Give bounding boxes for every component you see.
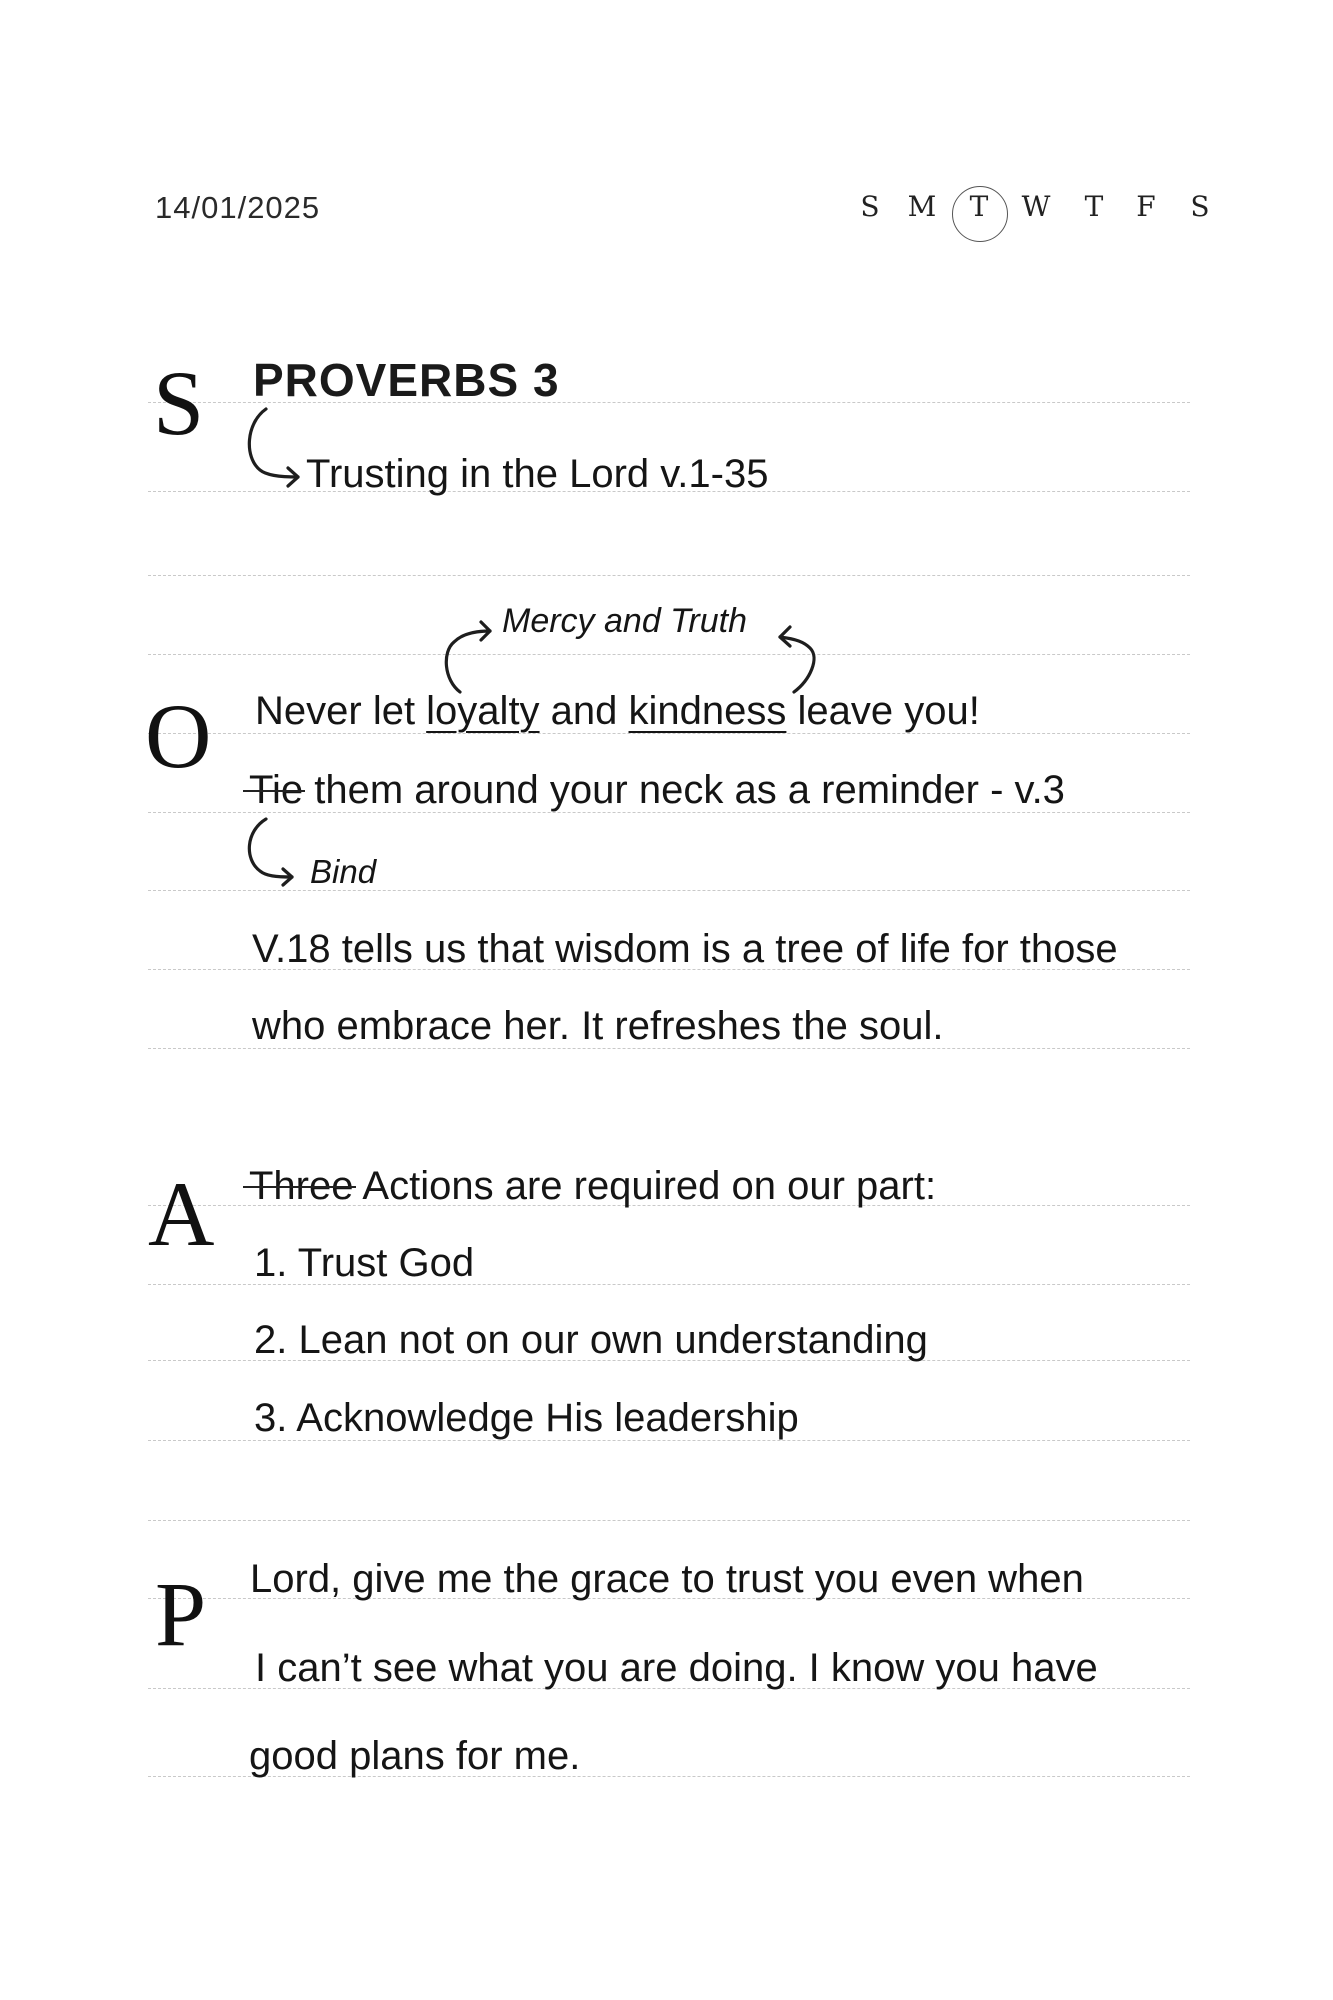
curved-arrow-icon (776, 612, 836, 697)
prayer-line-1: Lord, give me the grace to trust you even when (250, 1557, 1084, 1601)
scripture-title: PROVERBS 3 (253, 354, 560, 406)
application-item-3: 3. Acknowledge His leadership (254, 1396, 799, 1440)
observation-text: Never let (255, 689, 427, 733)
application-item-1: 1. Trust God (254, 1241, 475, 1285)
ruled-line (148, 1520, 1190, 1521)
section-letter-application: A (148, 1163, 215, 1265)
curved-arrow-icon (244, 405, 304, 495)
observation-line-3: V.18 tells us that wisdom is a tree of life for those (252, 927, 1118, 971)
observation-line-4: who embrace her. It refreshes the soul. (252, 1004, 944, 1048)
annotation-bind: Bind (310, 853, 377, 890)
observation-text: leave you! (786, 689, 980, 733)
weekday-tuesday[interactable]: T (969, 190, 989, 223)
curved-arrow-icon (244, 815, 300, 890)
ruled-line (148, 575, 1190, 576)
section-letter-scripture: S (153, 352, 205, 454)
underlined-word-loyalty: loyalty (426, 689, 540, 733)
entry-date: 14/01/2025 (155, 190, 321, 225)
weekday-friday[interactable]: F (1136, 190, 1156, 223)
ruled-line (148, 890, 1190, 891)
section-letter-observation: O (145, 685, 212, 787)
ruled-line (148, 654, 1190, 655)
application-line-1 (249, 1164, 936, 1209)
section-letter-prayer: P (155, 1563, 207, 1665)
annotation-mercy-truth: Mercy and Truth (502, 602, 748, 640)
curved-arrow-icon (440, 612, 502, 697)
struck-word-tie: Tie (249, 768, 304, 812)
scripture-subtitle: Trusting in the Lord v.1-35 (306, 452, 769, 496)
observation-line-1 (255, 689, 980, 734)
weekday-thursday[interactable]: T (1084, 190, 1104, 223)
observation-text: and (539, 689, 629, 733)
application-item-2: 2. Lean not on our own understanding (254, 1318, 928, 1362)
application-text: Actions are required on our part: (353, 1164, 937, 1208)
observation-text: them around your neck as a reminder - v.3 (303, 768, 1065, 812)
weekday-sunday[interactable]: S (860, 190, 880, 223)
underlined-word-kindness: kindness (628, 689, 787, 733)
struck-word-three: Three (249, 1164, 354, 1208)
prayer-line-3: good plans for me. (249, 1734, 581, 1778)
weekday-saturday[interactable]: S (1190, 190, 1210, 223)
observation-line-2 (249, 768, 1065, 813)
weekday-wednesday[interactable]: W (1021, 190, 1051, 223)
prayer-line-2: I can’t see what you are doing. I know you have (255, 1646, 1098, 1690)
weekday-selector (850, 180, 1210, 240)
weekday-monday[interactable]: M (907, 190, 937, 223)
